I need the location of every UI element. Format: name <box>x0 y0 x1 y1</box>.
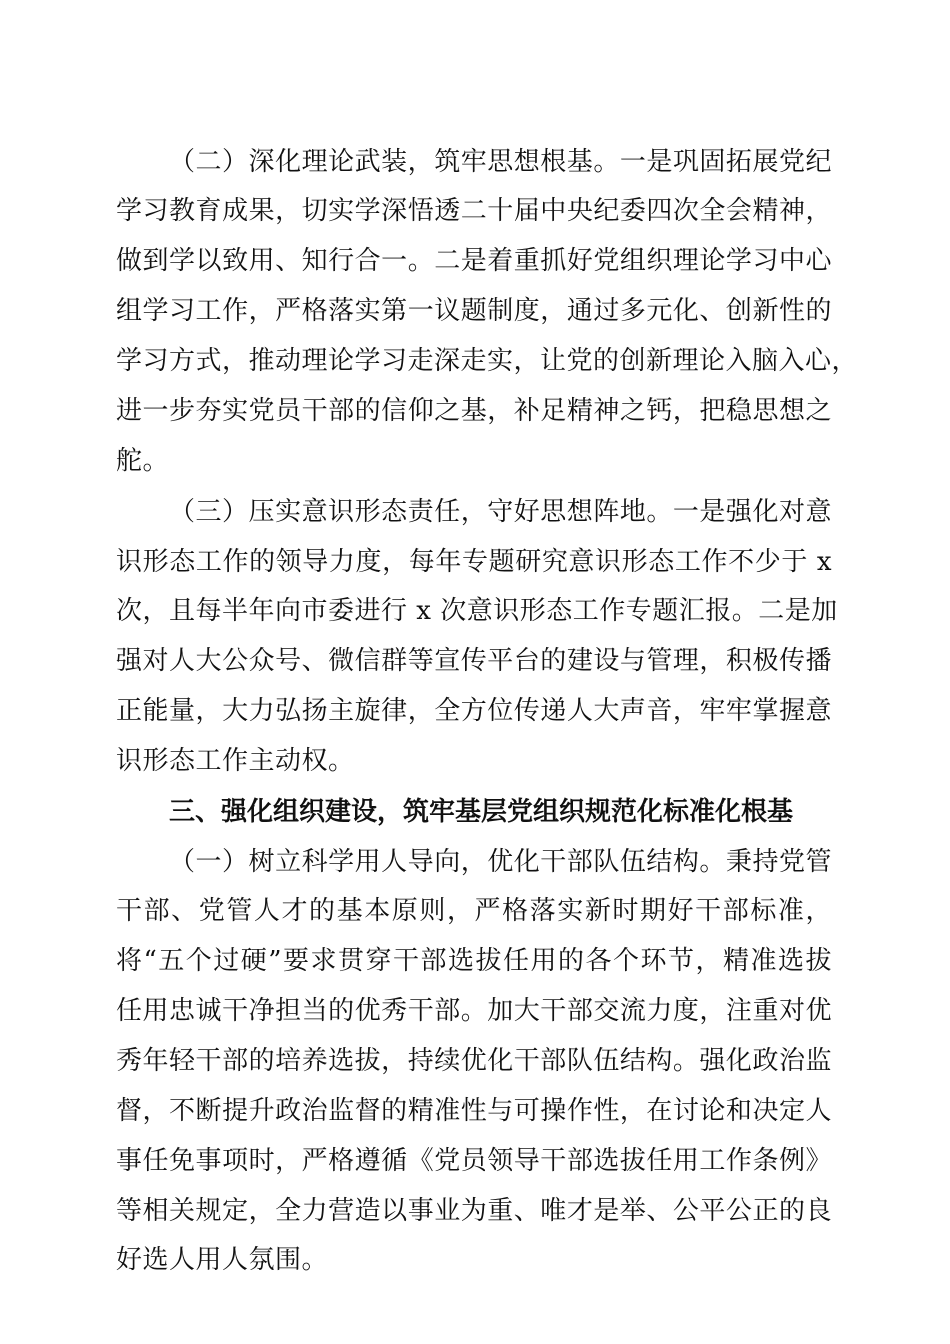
text-line: 任用忠诚干净担当的优秀干部。加大干部交流力度，注重对优 <box>116 996 832 1026</box>
section-heading: 三、强化组织建设，筑牢基层党组织规范化标准化根基 <box>169 797 794 827</box>
text-line: 等相关规定，全力营造以事业为重、唯才是举、公平公正的良 <box>116 1196 832 1226</box>
text-line: 事任免事项时，严格遵循《党员领导干部选拔任用工作条例》 <box>116 1146 832 1176</box>
text-line: 识形态工作主动权。 <box>116 746 355 776</box>
text-line: 进一步夯实党员干部的信仰之基，补足精神之钙，把稳思想之 <box>116 396 832 426</box>
text-line: 学习方式，推动理论学习走深走实，让党的创新理论入脑入心， <box>116 346 859 376</box>
text-line: 秀年轻干部的培养选拔，持续优化干部队伍结构。强化政治监 <box>116 1046 832 1076</box>
text-line: 正能量，大力弘扬主旋律，全方位传递人大声音，牢牢掌握意 <box>116 696 832 726</box>
text-line: 做到学以致用、知行合一。二是着重抓好党组织理论学习中心 <box>116 246 832 276</box>
text-line: 强对人大公众号、微信群等宣传平台的建设与管理，积极传播 <box>116 646 832 676</box>
text-line: 督，不断提升政治监督的精准性与可操作性，在讨论和决定人 <box>116 1096 832 1126</box>
text-line: 干部、党管人才的基本原则，严格落实新时期好干部标准， <box>116 896 832 926</box>
text-line: 将“五个过硬”要求贯穿干部选拔任用的各个环节，精准选拔 <box>116 946 832 976</box>
text-line: （二）深化理论武装，筑牢思想根基。一是巩固拓展党纪 <box>169 147 832 177</box>
text-line: （三）压实意识形态责任，守好思想阵地。一是强化对意 <box>169 497 832 527</box>
text-line: 次，且每半年向市委进行 x 次意识形态工作专题汇报。二是加 <box>116 596 838 626</box>
text-line: 识形态工作的领导力度，每年专题研究意识形态工作不少于 x <box>116 547 832 577</box>
text-line: 学习教育成果，切实学深悟透二十届中央纪委四次全会精神， <box>116 196 832 226</box>
text-line: 组学习工作，严格落实第一议题制度，通过多元化、创新性的 <box>116 296 832 326</box>
text-line: 好选人用人氛围。 <box>116 1245 329 1275</box>
text-line: （一）树立科学用人导向，优化干部队伍结构。秉持党管 <box>169 847 832 877</box>
text-line: 舵。 <box>116 446 170 476</box>
